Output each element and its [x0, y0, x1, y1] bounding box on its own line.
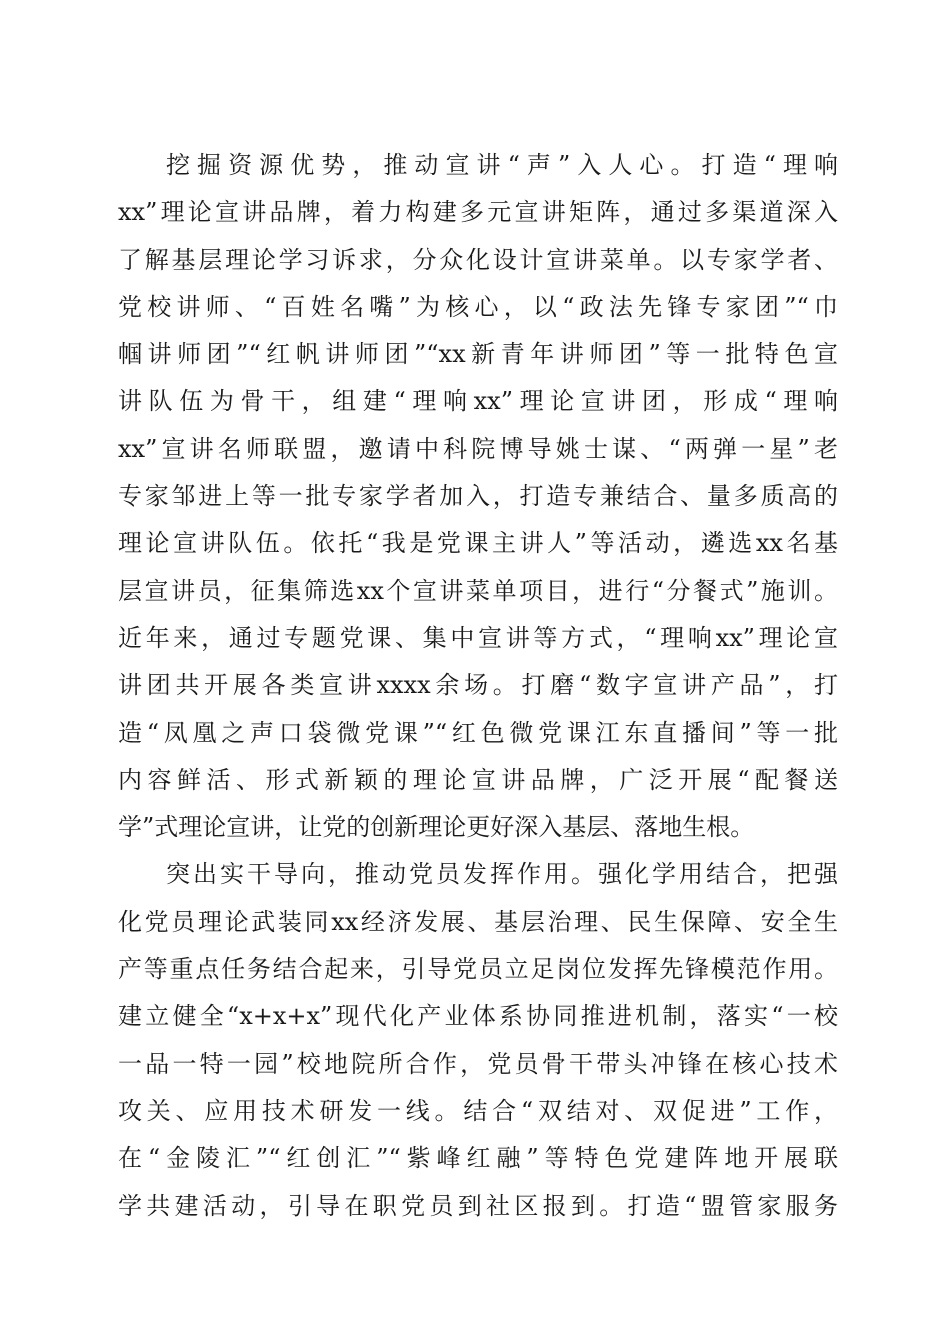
- body-text: [118, 142, 838, 1230]
- text-line: 帼讲师团”“红帆讲师团”“xx新青年讲师团”等一批特色宣: [118, 340, 838, 369]
- text-line: 党校讲师、“百姓名嘴”为核心，以“政法先锋专家团”“巾: [118, 292, 838, 321]
- text-line: 化党员理论武装同xx经济发展、基层治理、民生保障、安全生: [118, 907, 838, 936]
- text-line: 讲队伍为骨干，组建“理响xx”理论宣讲团，形成“理响: [118, 387, 838, 416]
- text-line: 层宣讲员，征集筛选xx个宣讲菜单项目，进行“分餐式”施训。: [118, 576, 838, 605]
- text-line: 内容鲜活、形式新颖的理论宣讲品牌，广泛开展“配餐送: [118, 765, 838, 794]
- text-line: 挖掘资源优势，推动宣讲“声”入人心。打造“理响: [166, 151, 838, 179]
- text-line: xx”理论宣讲品牌，着力构建多元宣讲矩阵，通过多渠道深入: [118, 198, 838, 227]
- text-line: 近年来，通过专题党课、集中宣讲等方式，“理响xx”理论宣: [118, 623, 838, 652]
- text-line: 产等重点任务结合起来，引导党员立足岗位发挥先锋模范作用。: [118, 955, 838, 984]
- text-line: 突出实干导向，推动党员发挥作用。强化学用结合，把强: [166, 860, 838, 889]
- text-line: 在“金陵汇”“红创汇”“紫峰红融”等特色党建阵地开展联: [118, 1144, 838, 1173]
- text-line: 学共建活动，引导在职党员到社区报到。打造“盟管家服务: [118, 1191, 838, 1220]
- text-line: 专家邹进上等一批专家学者加入，打造专兼结合、量多质高的: [118, 482, 838, 511]
- text-line: xx”宣讲名师联盟，邀请中科院博导姚士谋、“两弹一星”老: [118, 434, 838, 463]
- paragraph-1: [118, 142, 838, 851]
- text-line: 讲团共开展各类宣讲xxxx余场。打磨“数字宣讲产品”，打: [118, 671, 838, 700]
- text-line: 攻关、应用技术研发一线。结合“双结对、双促进”工作，: [118, 1096, 838, 1125]
- text-line: 造“凤凰之声口袋微党课”“红色微党课江东直播间”等一批: [118, 718, 838, 747]
- text-line: 了解基层理论学习诉求，分众化设计宣讲菜单。以专家学者、: [118, 245, 838, 274]
- text-line: 建立健全“x+x+x”现代化产业体系协同推进机制，落实“一校: [118, 1002, 838, 1031]
- text-line: 理论宣讲队伍。依托“我是党课主讲人”等活动，遴选xx名基: [118, 529, 838, 558]
- paragraph-2: [118, 851, 838, 1229]
- text-line: 学”式理论宣讲，让党的创新理论更好深入基层、落地生根。: [118, 813, 755, 842]
- text-line: 一品一特一园”校地院所合作，党员骨干带头冲锋在核心技术: [118, 1049, 838, 1078]
